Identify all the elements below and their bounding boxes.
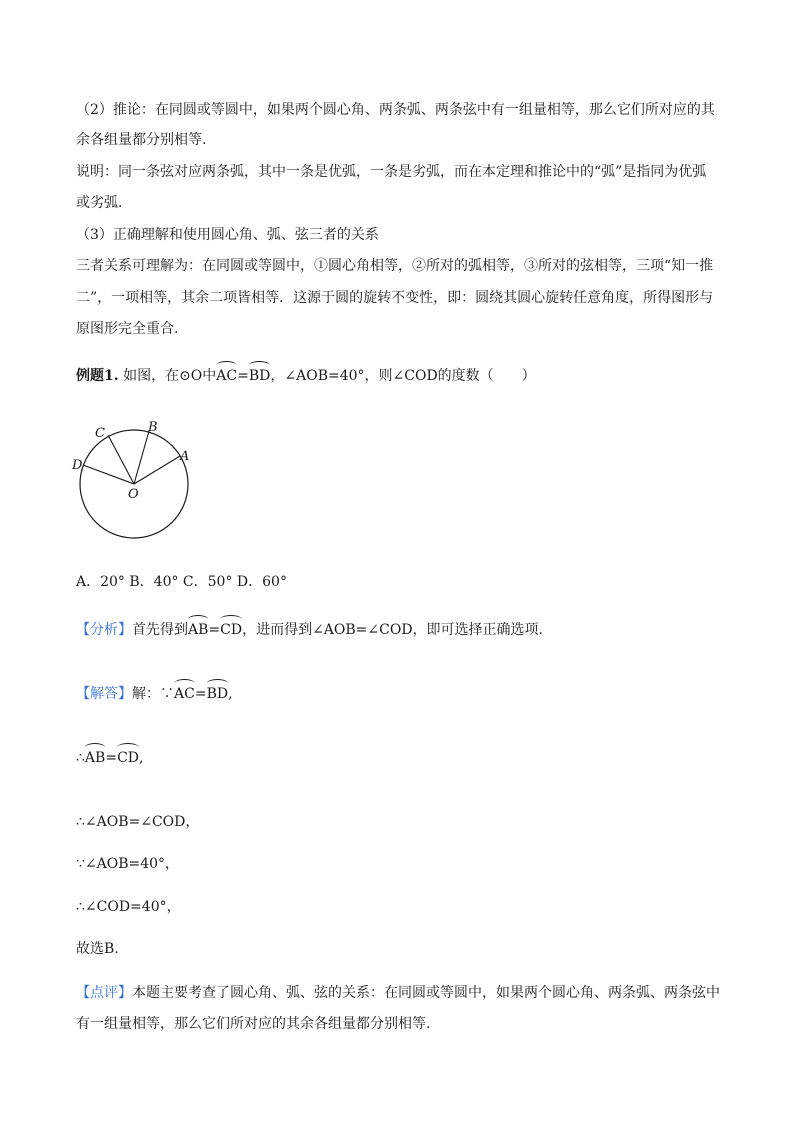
comma: , xyxy=(228,686,233,702)
radius-od xyxy=(83,465,134,484)
arc-bd: BD xyxy=(248,368,271,384)
arc-ac: AC xyxy=(216,368,238,384)
question-text-end: ，∠AOB=40°，则∠COD的度数（ ） xyxy=(270,368,536,384)
point-b: B xyxy=(148,420,158,435)
arc-ac: AC xyxy=(174,686,195,702)
note-line-1: 说明：同一条弦对应两条弧，其中一条是优弧，一条是劣弧，而在本定理和推论中的“弧”是指同为优弧 xyxy=(76,164,707,180)
corollary-line-1: （2）推论：在同圆或等圆中，如果两个圆心角、两条弧、两条弦中有一组量相等，那么它们所对应的其 xyxy=(76,102,715,118)
radius-oc xyxy=(108,435,134,484)
solution-intro: 解：∵ xyxy=(132,686,174,702)
equals-sign: = xyxy=(237,368,249,384)
arc-cd: CD xyxy=(220,622,243,638)
circle-figure xyxy=(70,418,200,548)
equals-sign: = xyxy=(105,750,118,766)
solution-tag: 【解答】 xyxy=(76,686,132,702)
relation-line-2: 二”，一项相等，其余二项皆相等．这源于圆的旋转不变性，即：圆绕其圆心旋转任意角度，所得图形与 xyxy=(76,290,714,306)
question-text-start: 如图，在⊙O中 xyxy=(123,368,217,384)
relation-line-3: 原图形完全重合. xyxy=(76,321,179,337)
comment-text-1: 本题主要考查了圆心角、弧、弦的关系：在同圆或等圆中，如果两个圆心角、两条弧、两条弦中 xyxy=(132,985,720,1001)
solution-line-1 xyxy=(76,684,233,704)
relation-line-1: 三者关系可理解为：在同圆或等圆中，①圆心角相等，②所对的弧相等，③所对的弦相等，三项“知一推 xyxy=(76,258,714,274)
solution-line-4: ∵∠AOB=40°， xyxy=(76,856,180,872)
solution-line-3: ∴∠AOB=∠COD， xyxy=(76,814,200,830)
solution-line-2 xyxy=(76,748,143,768)
comment-line-2: 有一组量相等，那么它们所对应的其余各组量都分别相等. xyxy=(76,1016,431,1032)
corollary-line-2: 余各组量都分别相等. xyxy=(76,132,207,148)
comment-line-1 xyxy=(76,983,720,1003)
relation-title: （3）正确理解和使用圆心角、弧、弦三者的关系 xyxy=(76,227,379,243)
analysis-line xyxy=(76,620,543,640)
point-d: D xyxy=(72,458,83,473)
equals-sign: = xyxy=(208,622,221,638)
comma: , xyxy=(139,750,144,766)
example-question xyxy=(76,366,536,386)
point-o: O xyxy=(128,487,139,502)
answer-options: A．20° B．40° C．50° D．60° xyxy=(76,574,287,590)
analysis-text-end: ，进而得到∠AOB=∠COD，即可选择正确选项. xyxy=(242,622,544,638)
example-label: 例题1. xyxy=(76,368,119,384)
arc-bd: BD xyxy=(206,686,229,702)
note-line-2: 或劣弧. xyxy=(76,195,123,211)
point-a: A xyxy=(180,449,190,464)
arc-ab: AB xyxy=(188,622,209,638)
therefore-sign: ∴ xyxy=(76,750,85,766)
equals-sign: = xyxy=(194,686,207,702)
arc-cd: CD xyxy=(117,750,139,766)
solution-line-5: ∴∠COD=40°， xyxy=(76,899,181,915)
analysis-tag: 【分析】 xyxy=(76,622,132,638)
point-c: C xyxy=(95,426,105,441)
comment-tag: 【点评】 xyxy=(76,985,132,1001)
solution-line-6: 故选B. xyxy=(76,941,119,957)
arc-ab: AB xyxy=(84,750,106,766)
analysis-text-start: 首先得到 xyxy=(132,622,188,638)
